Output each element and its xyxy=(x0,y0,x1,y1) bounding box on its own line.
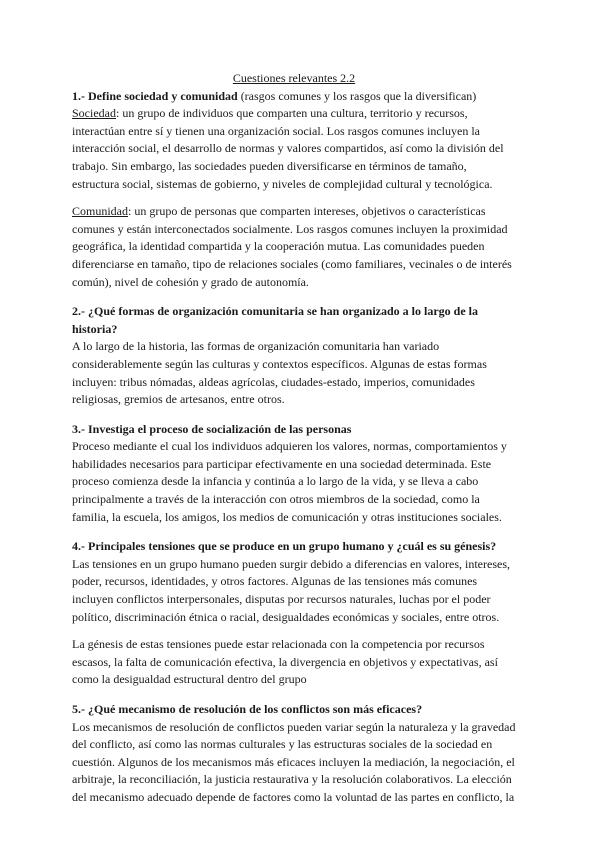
question-4-heading-bold: 4.- Principales tensiones que se produce en un grupo humano y ¿cuál es su génesis? xyxy=(72,539,497,554)
comunidad-text: : un grupo de personas que comparten intereses, objetivos o características comunes y están interconectados socialmente. Los rasgos comunes incluyen la proximidad geográfica, la identidad compartida y la cooperación mutua. Las comunidades pueden diferenciarse en tamaño, tipo de relaciones sociales (como familiares, vecinales o de interés común), nivel de cohesión y grado de autonomía. xyxy=(72,204,512,289)
comunidad-term: Comunidad xyxy=(72,204,128,219)
question-5-answer: Los mecanismos de resolución de conflictos pueden variar según la naturaleza y la gravedad del conflicto, así como las normas culturales y las estructuras sociales de la sociedad en cuestión. Algunos de los mecanismos más eficaces incluyen la mediación, la negociación, el arbitraje, la reconciliación, la justicia restaurativa y la resolución colaborativos. La elección del mecanismo adecuado depende de factores como la voluntad de las partes en conflicto, la xyxy=(72,719,516,804)
question-4-heading xyxy=(72,538,516,556)
question-5-heading-bold: 5.- ¿Qué mecanismo de resolución de los conflictos son más eficaces? xyxy=(72,702,423,716)
page-title: Cuestiones relevantes 2.2 xyxy=(232,71,356,85)
question-2-answer: A lo largo de la historia, las formas de organización comunitaria han variado considerablemente según las culturas y contextos específicos. Algunas de estas formas incluyen: tribus nómadas, aldeas agrícolas, ciudades-estado, imperios, comunidades religiosas, gremios de artesanos, entre otros. xyxy=(72,339,487,407)
sociedad-paragraph xyxy=(72,105,516,193)
question-1-heading-bold: 1.- Define sociedad y comunidad xyxy=(72,88,238,103)
question-5-heading xyxy=(72,701,516,719)
question-3-answer: Proceso mediante el cual los individuos adquieren los valores, normas, comportamientos y habilidades necesarios para participar efectivamente en una sociedad determinada. Este proceso comienza desde la infancia y continúa a lo largo de la vida, y se lleva a cabo principalmente a través de la interacción con otros miembros de la sociedad, como la familia, la escuela, los amigos, los medios de comunicación y otras instituciones sociales. xyxy=(72,439,507,524)
question-2-heading xyxy=(72,303,516,338)
question-3-heading-bold: 3.- Investiga el proceso de socialización de las personas xyxy=(72,421,352,436)
question-1-heading xyxy=(72,88,516,106)
question-4-answer-2: La génesis de estas tensiones puede estar relacionada con la competencia por recursos escasos, la falta de comunicación efectiva, la divergencia en objetivos y expectativas, así como la desigualdad estructural dentro del grupo xyxy=(72,637,498,687)
question-1-heading-tail: (rasgos comunes y los rasgos que la diversifican) xyxy=(237,88,477,103)
question-2-heading-bold: 2.- ¿Qué formas de organización comunitaria se han organizado a lo largo de la historia? xyxy=(72,304,478,336)
sociedad-term: Sociedad xyxy=(72,106,116,121)
question-4-answer-1: Las tensiones en un grupo humano pueden surgir debido a diferencias en valores, intereses, poder, recursos, identidades, y otros factores. Algunas de las tensiones más comunes incluyen conflictos interpersonales, disputas por recursos naturales, luchas por el poder político, discriminación étnica o racial, desigualdades económicas y sociales, entre otros. xyxy=(72,556,510,624)
comunidad-paragraph xyxy=(72,203,516,291)
sociedad-text: : un grupo de individuos que comparten una cultura, territorio y recursos, interactúan entre sí y tienen una organización social. Los rasgos comunes incluyen la interacción social, el desarrollo de normas y valores compartidos, así como la división del trabajo. Sin embargo, las sociedades pueden diversificarse en términos de tamaño, estructura social, sistemas de gobierno, y niveles de complejidad cultural y tecnológica. xyxy=(72,106,504,191)
question-3-heading xyxy=(72,421,516,439)
